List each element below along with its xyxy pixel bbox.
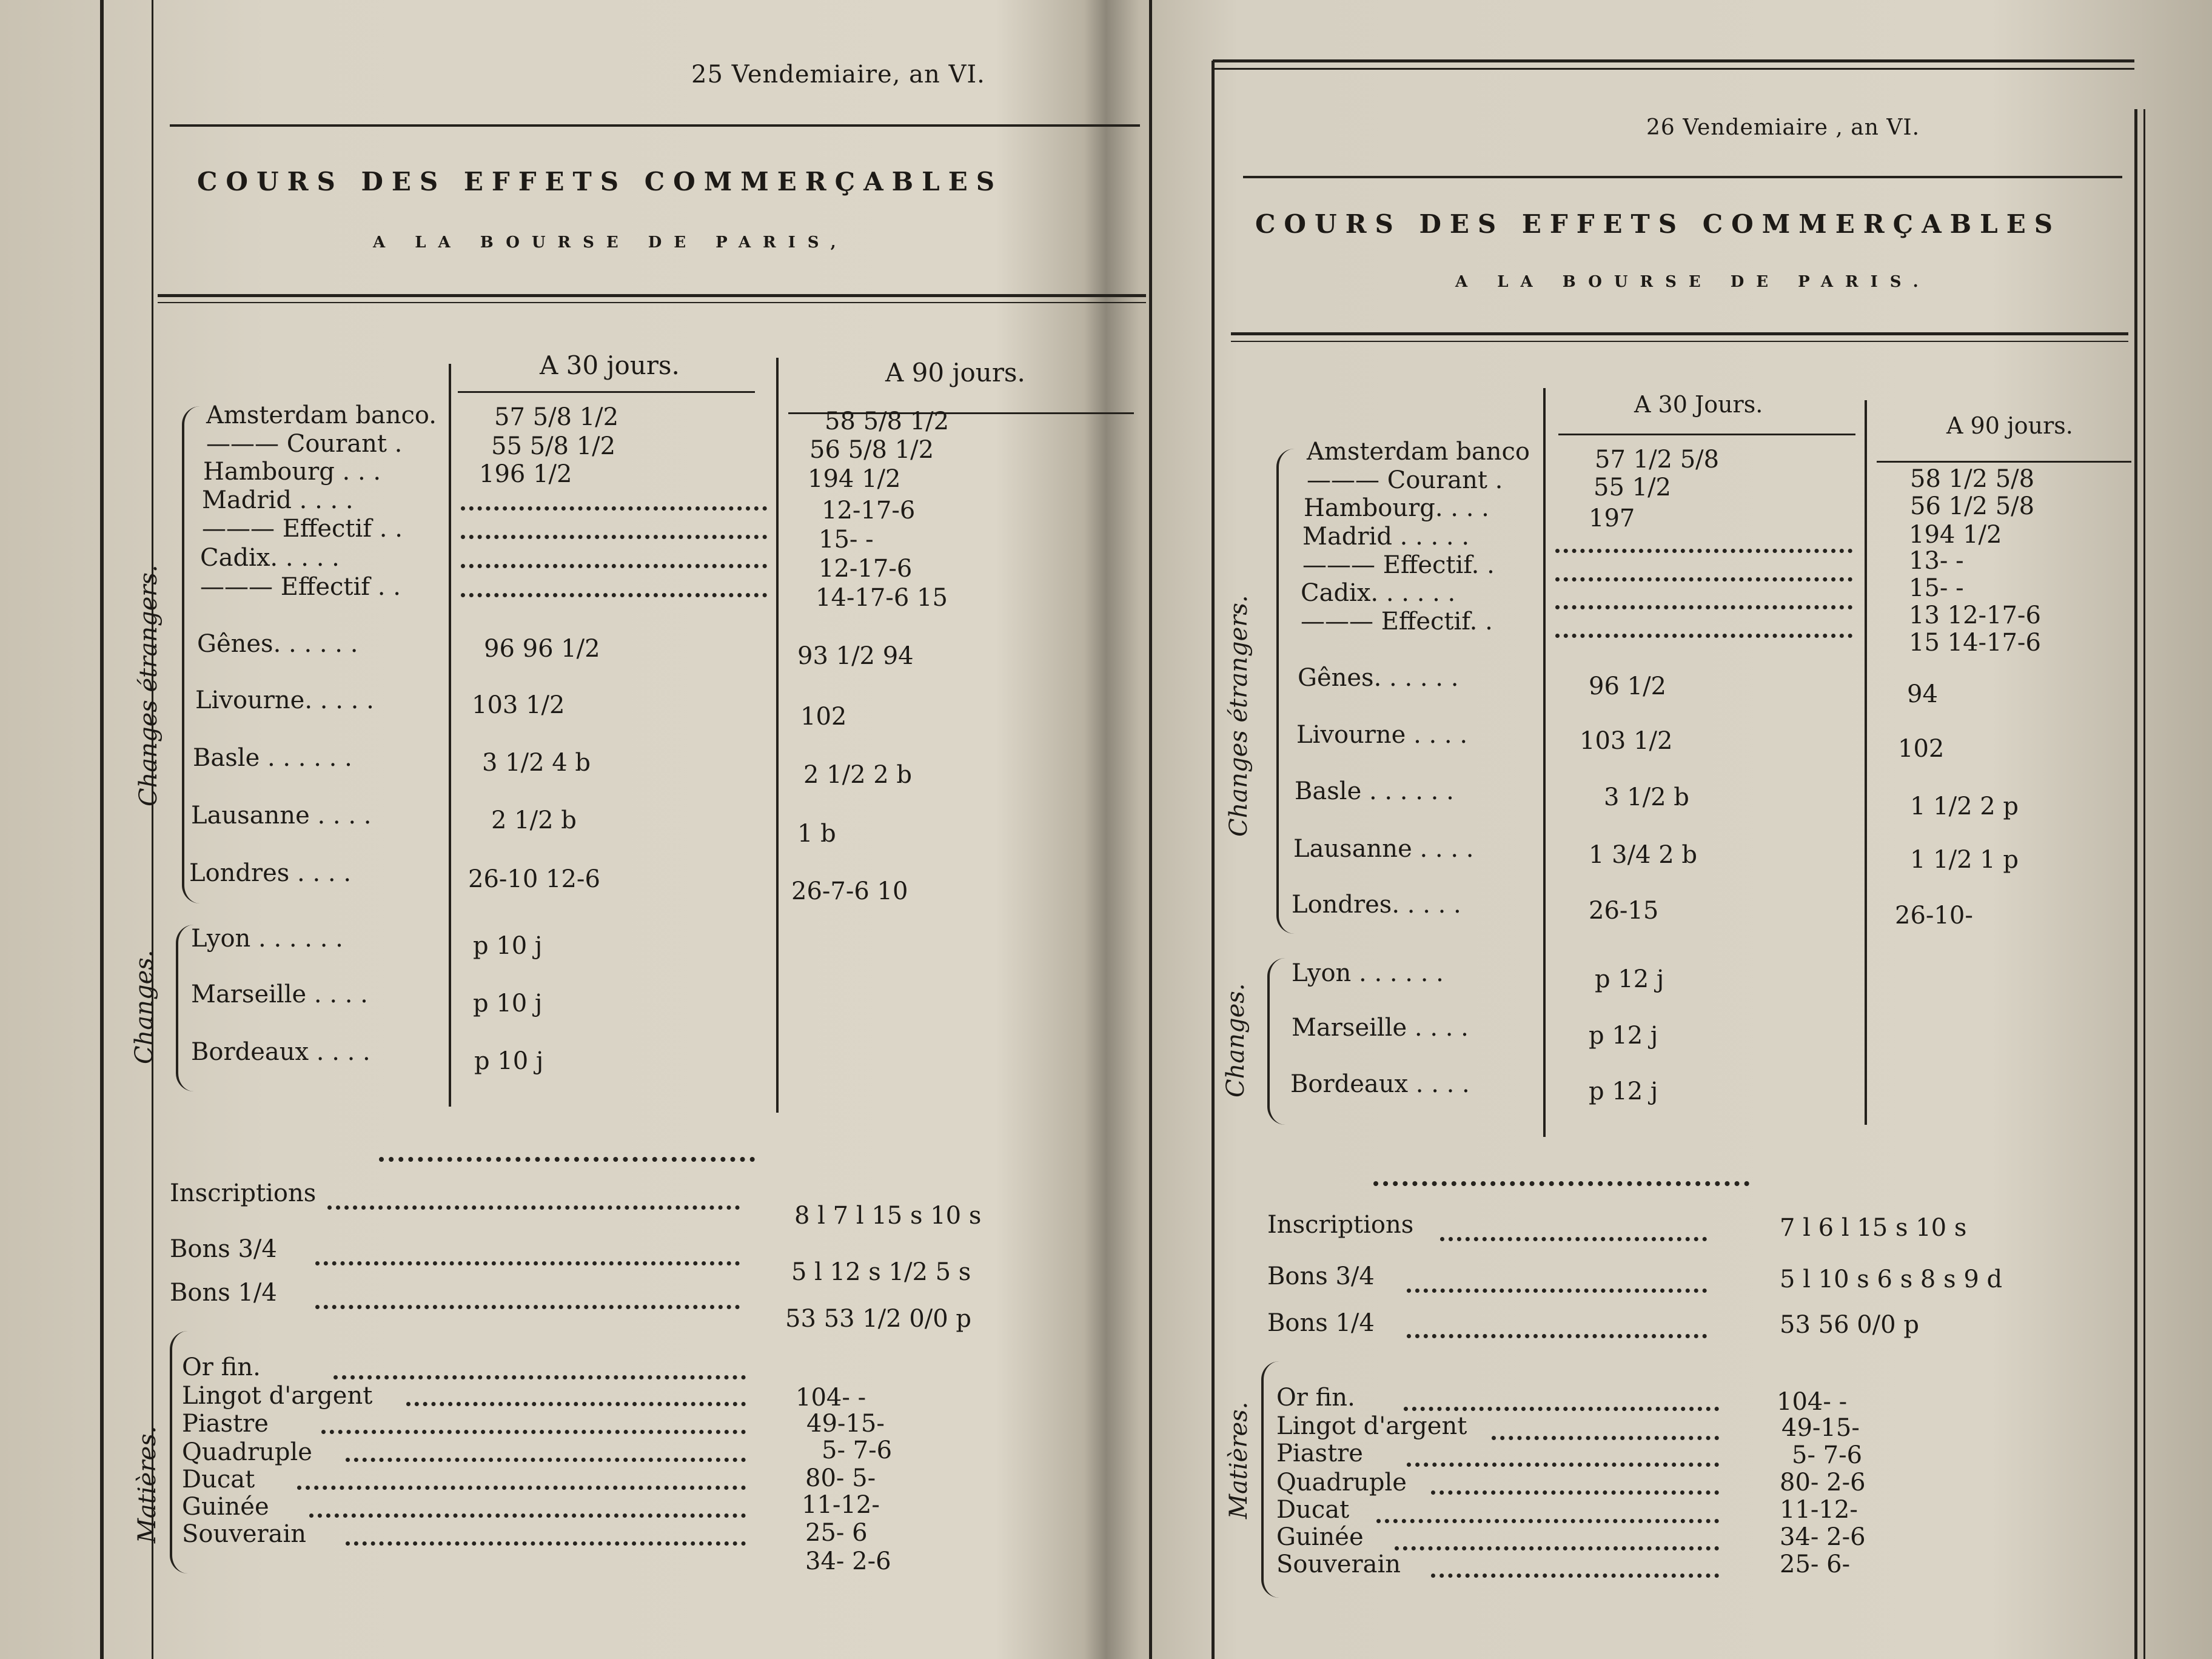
left-page [91,0,1158,1659]
row-label: Cadix. . . . . . [1301,579,1456,607]
metal-value: 104- - [796,1384,866,1412]
page-title: COURS DES EFFETS COMMERÇABLES [1255,209,2062,239]
row-label: Livourne. . . . . [195,686,374,714]
column-header-rule-30 [1558,434,1855,435]
fund-dots [1407,1289,1707,1293]
row-value-30: 1 3/4 2 b [1589,841,1698,869]
metal-value: 5- 7-6 [1792,1441,1863,1469]
section-separator [379,1157,755,1162]
column-header-90: A 90 jours. [885,358,1025,387]
page-subtitle: A LA BOURSE DE PARIS. [1455,273,1931,291]
group-label-domestic: Changes. [130,950,158,1064]
row-value-90: 1 1/2 2 p [1910,793,2019,820]
row-value-30: 26-10 12-6 [468,865,600,893]
fund-value: 5 l 10 s 6 s 8 s 9 d [1780,1265,2003,1293]
row-value-90: 102 [800,703,847,731]
row-label: ——— Courant . [1307,466,1503,494]
metal-label: Souverain [182,1520,307,1548]
row-label: Madrid . . . . [202,486,354,514]
row-label: ——— Effectif . . [202,515,403,543]
metal-value: 11-12- [802,1491,880,1519]
row-value-90: 194 1/2 [808,465,901,493]
column-divider-1 [449,364,451,1107]
row-value-90: 26-10- [1895,902,1973,930]
row-value-90: 14-17-6 15 [816,584,948,612]
metal-dots [309,1513,746,1518]
fund-label: Bons 1/4 [1267,1309,1375,1337]
row-value-90: 13 12-17-6 [1909,602,2041,629]
row-value-90: 13- - [1909,547,1964,575]
row-value-90: 15- - [1909,574,1964,602]
fund-value: 53 53 1/2 0/0 p [785,1305,972,1333]
fund-dots [1440,1237,1707,1241]
fund-label: Inscriptions [1267,1211,1414,1239]
column-header-30: A 30 Jours. [1634,391,1763,418]
row-label: ——— Effectif . . [200,573,401,601]
right-page [1207,0,2153,1659]
row-value-30: 103 1/2 [1580,727,1673,755]
metal-dots [1492,1436,1719,1440]
row-value-90: 1 1/2 1 p [1910,846,2019,874]
right-frame-top-b [1213,68,2134,70]
column-divider-2 [1865,400,1867,1125]
row-label: Bordeaux . . . . [191,1038,370,1066]
fund-label: Inscriptions [170,1179,317,1207]
fund-dots [315,1305,740,1309]
row-label: Marseille . . . . [191,980,368,1008]
metal-value: 49-15- [806,1410,885,1438]
fund-dots [327,1205,740,1210]
row-value-90: 94 [1907,680,1938,708]
column-divider-2 [776,358,779,1113]
fund-value: 5 l 12 s 1/2 5 s [791,1258,971,1286]
row-value-30: 196 1/2 [479,460,572,488]
metal-label: Guinée [182,1493,269,1521]
row-value-90: 56 5/8 1/2 [809,436,934,464]
row-value-90: 26-7-6 10 [791,877,908,905]
column-header-rule-90 [1877,461,2131,463]
row-label: Amsterdam banco. [206,401,437,429]
row-value-30: 55 1/2 [1594,474,1671,501]
row-label: Lyon . . . . . . [191,925,343,953]
row-value-30: 96 1/2 [1589,672,1666,700]
row-dots [461,506,767,511]
row-value-90: 2 1/2 2 b [803,761,913,789]
rule-double-b [158,302,1146,303]
row-label: Livourne . . . . [1296,721,1468,749]
metal-label: Lingot d'argent [182,1382,373,1410]
row-label: Londres. . . . . [1292,891,1461,919]
metal-dots [297,1486,746,1490]
row-label: Hambourg. . . . [1304,494,1489,522]
fund-dots [1407,1334,1707,1338]
right-frame-right-b [2143,109,2145,1659]
metal-label: Ducat [1276,1496,1350,1524]
row-dots [461,535,767,539]
row-value-90: 194 1/2 [1909,521,2002,549]
rule-double-a [1231,332,2128,335]
fund-label: Bons 1/4 [170,1279,277,1307]
row-label: Londres . . . . [189,859,352,887]
metal-dots [1395,1546,1719,1550]
row-value-30: 96 96 1/2 [484,635,600,663]
row-value-30: p 12 j [1595,965,1664,993]
row-value-30: 57 5/8 1/2 [494,403,619,431]
row-label: Lausanne . . . . [1293,835,1474,863]
row-value-90: 15 14-17-6 [1909,629,2041,657]
row-label: Amsterdam banco [1307,438,1530,466]
right-frame-top-a [1213,59,2134,62]
fund-label: Bons 3/4 [170,1235,277,1263]
metal-value: 25- 6 [805,1519,868,1547]
page-title: COURS DES EFFETS COMMERÇABLES [197,167,1004,196]
column-header-90: A 90 jours. [1946,412,2073,439]
row-label: Marseille . . . . [1292,1014,1469,1042]
row-value-90: 102 [1898,735,1945,763]
metal-value: 25- 6- [1780,1550,1851,1578]
row-dots [1555,577,1852,581]
row-label: ——— Effectif. . [1302,551,1495,579]
row-label: Basle . . . . . . [1295,777,1454,805]
fund-dots [315,1261,740,1265]
fund-value: 8 l 7 l 15 s 10 s [794,1202,982,1230]
metal-dots [1431,1490,1719,1495]
rule-top [170,124,1140,127]
column-divider-1 [1543,388,1546,1137]
metal-label: Quadruple [182,1438,312,1466]
row-value-30: 57 1/2 5/8 [1595,446,1720,474]
metal-dots [321,1430,746,1434]
row-value-30: 2 1/2 b [491,806,577,834]
row-label: Cadix. . . . . [200,544,340,572]
group-label-domestic: Changes. [1222,983,1250,1098]
metal-value: 80- 2-6 [1780,1469,1866,1496]
row-label: Lausanne . . . . [191,802,372,830]
row-value-30: 55 5/8 1/2 [491,432,616,460]
row-dots [461,564,767,568]
page-subtitle: A LA BOURSE DE PARIS, [373,233,848,252]
row-value-30: p 10 j [473,932,543,960]
section-separator [1373,1181,1749,1186]
metal-label: Quadruple [1276,1469,1407,1496]
row-value-30: 3 1/2 4 b [482,749,591,777]
metal-dots [333,1375,746,1379]
fund-value: 53 56 0/0 p [1780,1311,1919,1339]
row-dots [1555,549,1852,553]
row-label: ——— Courant . [206,430,403,458]
row-value-30: p 12 j [1589,1078,1658,1105]
row-label: Basle . . . . . . [193,744,352,772]
fund-value: 7 l 6 l 15 s 10 s [1780,1214,1967,1242]
row-value-30: 103 1/2 [472,691,565,719]
row-dots [1555,634,1852,638]
row-label: Gênes. . . . . . [1298,664,1459,692]
row-value-30: 26-15 [1589,897,1659,925]
metal-label: Ducat [182,1466,255,1493]
metal-value: 104- - [1777,1388,1848,1416]
metal-label: Piastre [1276,1439,1363,1467]
row-value-90: 12-17-6 [819,555,913,583]
rule-top [1243,176,2122,178]
metal-label: Or fin. [1276,1384,1355,1412]
row-value-90: 1 b [797,820,836,848]
metal-label: Lingot d'argent [1276,1412,1467,1440]
metal-value: 80- 5- [805,1464,876,1492]
metal-value: 49-15- [1781,1414,1860,1442]
metal-dots [346,1541,746,1546]
row-value-90: 93 1/2 94 [797,642,914,670]
right-frame-left [1212,61,1215,1659]
metal-dots [1376,1519,1719,1523]
brace-domestic [1267,958,1288,1125]
metal-value: 5- 7-6 [822,1436,893,1464]
metal-value: 34- 2-6 [805,1547,891,1575]
left-frame-outer [100,0,104,1659]
rule-double-a [158,294,1146,297]
row-label: Bordeaux . . . . [1290,1070,1470,1098]
page-date: 25 Vendemiaire, an VI. [691,61,985,89]
row-value-30: p 10 j [474,1047,544,1075]
group-label-metals: Matières. [1225,1401,1253,1519]
row-value-90: 15- - [819,526,874,554]
group-label-metals: Matières. [133,1426,161,1543]
row-dots [461,593,767,597]
row-value-30: p 10 j [473,990,543,1017]
metal-dots [1407,1463,1719,1467]
row-label: Hambourg . . . [203,458,381,486]
metal-value: 11-12- [1780,1496,1858,1524]
row-value-30: p 12 j [1589,1022,1658,1050]
row-value-90: 12-17-6 [822,497,916,525]
metal-dots [1431,1574,1719,1578]
row-value-90: 58 1/2 5/8 [1910,465,2035,493]
right-frame-right-a [2134,109,2137,1659]
row-label: ——— Effectif. . [1301,608,1493,635]
row-dots [1555,605,1852,609]
row-value-30: 3 1/2 b [1604,783,1689,811]
page-date: 26 Vendemiaire , an VI. [1646,115,1920,140]
group-label-foreign: Changes étrangers. [1225,595,1253,837]
row-label: Gênes. . . . . . [197,630,358,658]
group-label-foreign: Changes étrangers. [135,565,163,806]
row-label: Madrid . . . . . [1302,523,1470,551]
column-header-rule-30 [458,391,755,393]
metal-dots [1404,1407,1719,1411]
metal-label: Piastre [182,1410,269,1438]
metal-dots [346,1458,746,1462]
left-frame-right [1149,0,1152,1659]
left-frame-inner [152,0,153,1659]
row-value-90: 58 5/8 1/2 [825,407,950,435]
row-value-90: 56 1/2 5/8 [1910,492,2035,520]
rule-double-b [1231,341,2128,342]
metal-label: Souverain [1276,1550,1401,1578]
metal-value: 34- 2-6 [1780,1523,1866,1551]
metal-label: Or fin. [182,1353,261,1381]
row-value-30: 197 [1589,504,1635,532]
row-label: Lyon . . . . . . [1292,959,1444,987]
column-header-30: A 30 jours. [540,350,680,380]
fund-label: Bons 3/4 [1267,1262,1375,1290]
metal-label: Guinée [1276,1523,1364,1551]
metal-dots [406,1402,746,1406]
